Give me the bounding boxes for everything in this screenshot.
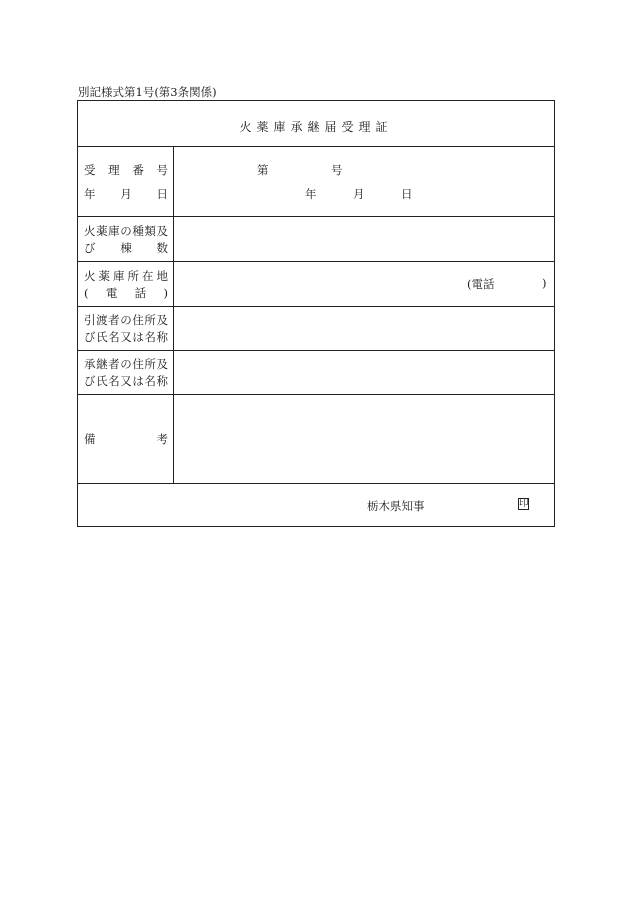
rule-below-magazine-type [78, 261, 554, 262]
receipt-number-label: 受理番号 [84, 163, 168, 177]
rule-below-title [78, 146, 554, 147]
form-title: 火薬庫承継届受理証 [239, 120, 393, 134]
rule-below-receipt [78, 216, 554, 217]
column-divider [173, 146, 174, 483]
issuer-name: 栃木県知事 [367, 499, 425, 513]
receipt-day: 日 [401, 187, 413, 201]
receipt-date-label: 年月日 [84, 187, 168, 201]
rule-below-location [78, 306, 554, 307]
remarks-label: 備考 [84, 432, 168, 446]
receipt-year: 年 [305, 187, 317, 201]
receipt-month: 月 [353, 187, 365, 201]
rule-below-transferor [78, 350, 554, 351]
form-caption: 別記様式第1号(第3条関係) [78, 85, 217, 99]
transferor-label-line2: び氏名又は名称 [84, 330, 168, 344]
rule-below-successor [78, 394, 554, 395]
rule-below-remarks [78, 483, 554, 484]
magazine-count-label: び棟数 [84, 241, 168, 255]
transferor-label-line1: 引渡者の住所及 [84, 313, 168, 327]
successor-label-line2: び氏名又は名称 [84, 374, 168, 388]
successor-label-line1: 承継者の住所及 [84, 357, 168, 371]
location-label: 火薬庫所在地 [84, 269, 168, 283]
location-phone-label: (電話) [84, 286, 168, 300]
receipt-number-suffix: 号 [331, 163, 343, 177]
certificate-form [77, 100, 555, 527]
magazine-type-label: 火薬庫の種類及 [84, 224, 168, 238]
seal-mark: 印 [519, 498, 529, 509]
receipt-number-prefix: 第 [257, 163, 269, 177]
location-phone-open: (電話 [467, 277, 495, 291]
location-phone-close: ) [542, 276, 547, 290]
